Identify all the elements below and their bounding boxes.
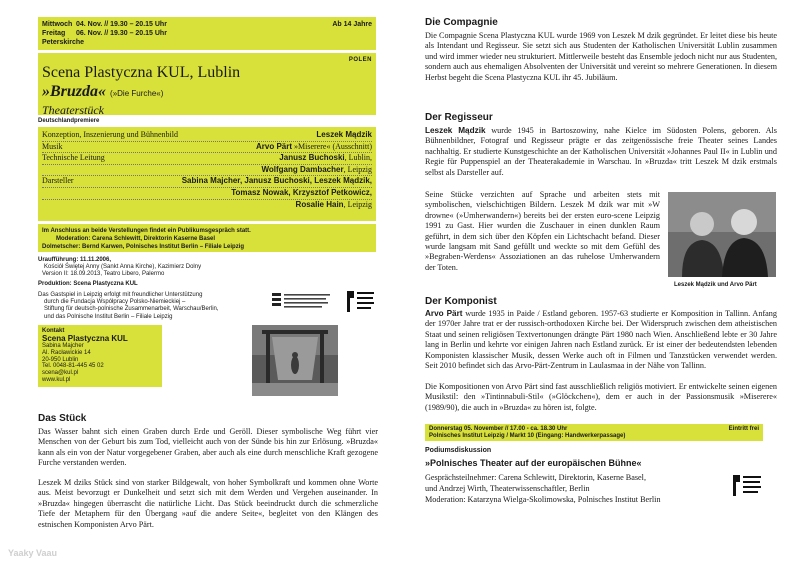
credit-name: Janusz Buchoski bbox=[279, 153, 345, 163]
show-subtitle: (»Die Furche«) bbox=[110, 89, 164, 98]
contact-line: Sabina Majcher bbox=[42, 343, 84, 349]
date-2: 06. Nov. // 19.30 – 20.15 Uhr bbox=[76, 30, 167, 37]
contact-line: 20-950 Lublin bbox=[42, 356, 79, 363]
contact-email[interactable]: scena@kul.pl bbox=[42, 370, 79, 377]
credit-value bbox=[316, 130, 372, 141]
credit-row bbox=[42, 165, 372, 177]
sponsor-line: und das Polnische Institut Berlin – Filiale Leipzig bbox=[44, 313, 173, 320]
podium-label: Podiumsdiskussion bbox=[425, 447, 492, 454]
credit-name: Tomasz Nowak, Krzysztof Petkowicz, bbox=[231, 187, 372, 197]
urauff-line: Uraufführung: 11.11.2006, bbox=[38, 257, 112, 263]
credit-row bbox=[42, 200, 372, 211]
credit-row bbox=[42, 153, 372, 165]
credit-name: Rosalie Hain bbox=[295, 199, 344, 209]
note-line: Moderation: Carena Schlewitt, Direktorin Kaserne Basel bbox=[56, 236, 216, 242]
date-1: 04. Nov. // 19.30 – 20.15 Uhr bbox=[76, 21, 167, 28]
institut-emblem-icon bbox=[344, 288, 376, 316]
credit-role: Musik bbox=[42, 141, 63, 151]
institut-emblem-icon bbox=[730, 472, 764, 500]
event-box bbox=[425, 424, 763, 441]
credits-box bbox=[38, 127, 376, 221]
regisseur-paragraph-2: Seine Stücke verzichten auf Sprache und arbeiten stets mit symbolischen, vielschichtigen Bildern. Leszek M dzik war mit »W drowne« (»Umherwandern«) bereits bei der ersten euro-scene Leipzig 1991 zu Gast. Hier wurden die Zuschauer in einen dunklen Raum geführt, in dem sich über den Köpfen ein Lichtschacht befand. Dieser wurde langsam mit Sand gefüllt und weckte so mit dem Gefühl des »Begraben-Werdens« Assoziationen an das ruhelose Umherwandern der Toten. bbox=[425, 190, 660, 272]
contact-line: Tel. 0048-81-445 45 02 bbox=[42, 363, 104, 370]
credit-extra: , Leipzig bbox=[343, 199, 372, 209]
premiere-label: Deutschlandpremiere bbox=[38, 118, 100, 124]
stage-photo-image bbox=[252, 325, 338, 396]
sponsor-logos bbox=[270, 288, 380, 318]
right-page bbox=[400, 0, 800, 567]
fwpn-logo bbox=[270, 290, 334, 314]
production-line: Produktion: Scena Plastyczna KUL bbox=[38, 281, 138, 287]
event-date: Donnerstag 05. November // 17.00 - ca. 18.30 Uhr bbox=[429, 426, 568, 432]
contact-name: Scena Plastyczna KUL bbox=[42, 334, 128, 343]
credit-value bbox=[279, 153, 372, 164]
stage-photo bbox=[252, 325, 338, 396]
urauff-line: Kościół Świętej Anny (Sankt Anna Kirche), Kazimierz Dolny bbox=[44, 264, 202, 271]
event-entry: Eintritt frei bbox=[728, 426, 759, 432]
genre: Theaterstück bbox=[42, 103, 104, 117]
credit-role: Konzeption, Inszenierung und Bühnenbild bbox=[42, 130, 178, 139]
portrait-photo-image bbox=[668, 192, 776, 277]
stueck-paragraph-2: Leszek M dziks Stück sind von starker Bildgewalt, von hoher Symbolkraft und kommen ohne Worte aus. Meist bevorzugt er Dunkelheit und setzt sich mit dem Werden und Vergehen auseinander. In »Bruzda« hingegen überrascht die natürliche Licht. Das Stück beeindruckt durch die schmerzliche Tiefe der Metaphern für den Übergang »auf die andere Seite«, begleitet von den Klängen des estnischen Komponisten Arvo Pärt. bbox=[38, 478, 378, 529]
contact-label: Kontakt bbox=[42, 328, 65, 334]
compagnie-text: Die Compagnie Scena Plastyczna KUL wurde 1969 von Leszek M dzik gegründet. Er leitet diese bis heute als Intendant und Regisseur. Sie setzt sich aus Studenten der Katholischen Universität Lublin zusammen und wird immer wieder neu strukturiert. Mittlerweile besteht das Ensemble jedoch nicht nur aus Studenten, sondern auch aus ehemaligen Absolventen der Universität und vereint so mehrere Generationen. In diesem Herbst begeht die Scena Plastyczna KUL ihr 45. Jubiläum. bbox=[425, 31, 777, 82]
podium-moderation: Moderation: Katarzyna Wielga-Skolimowska, Polnisches Institut Berlin bbox=[425, 495, 661, 504]
talk-note bbox=[38, 224, 376, 252]
institut-logo bbox=[344, 288, 376, 316]
event-location: Polnisches Institut Leipzig / Markt 10 (Eingang: Handwerkerpassage) bbox=[429, 433, 626, 439]
credit-value bbox=[261, 165, 372, 176]
premiere-info bbox=[38, 257, 288, 279]
credit-role: Darsteller bbox=[42, 176, 74, 186]
credit-value bbox=[296, 200, 372, 211]
credit-row bbox=[42, 142, 372, 154]
urauff-line: Version II: 18.09.2013, Teatro Libero, Palermo bbox=[42, 271, 165, 278]
credit-value bbox=[182, 176, 372, 187]
credit-name: Sabina Majcher, Janusz Buchoski, Leszek Mądzik, bbox=[181, 176, 372, 186]
contact-website[interactable]: www.kul.pl bbox=[42, 376, 71, 383]
podium-title: »Polnisches Theater auf der europäischen Bühne« bbox=[425, 458, 642, 468]
section-heading-compagnie: Die Compagnie bbox=[425, 17, 498, 28]
section-heading-stueck: Das Stück bbox=[38, 413, 87, 424]
sponsor-line: Stiftung für deutsch-polnische Zusammenarbeit, Warschau/Berlin, bbox=[44, 306, 219, 313]
photo-caption: Leszek Mądzik und Arvo Pärt bbox=[674, 282, 757, 288]
credit-row bbox=[42, 188, 372, 200]
credit-extra: , Lublin, bbox=[344, 153, 372, 163]
credit-name: Wolfgang Dambacher bbox=[261, 164, 344, 174]
credit-extra: , Leipzig bbox=[343, 164, 372, 174]
portrait-photo bbox=[668, 192, 776, 277]
fwpn-emblem-icon bbox=[270, 290, 334, 314]
title-box bbox=[38, 53, 376, 115]
credit-extra: »Miserere« (Ausschnitt) bbox=[292, 141, 372, 151]
credit-row bbox=[42, 176, 372, 188]
day-2: Freitag bbox=[42, 30, 66, 37]
contact-box bbox=[38, 325, 162, 387]
schedule-box bbox=[38, 17, 376, 50]
show-title: »Bruzda« (»Die Furche«) bbox=[42, 83, 164, 100]
note-line: Dolmetscher: Bernd Karwen, Polnisches Institut Berlin – Filiale Leipzig bbox=[42, 244, 245, 250]
section-heading-regisseur: Der Regisseur bbox=[425, 112, 493, 123]
podium-participants: Gesprächsteilnehmer: Carena Schlewitt, Direktorin, Kaserne Basel, bbox=[425, 473, 646, 482]
credit-role: Technische Leitung bbox=[42, 153, 105, 163]
komponist-paragraph-1: Arvo Pärt wurde 1935 in Paide / Estland geboren. 1957-63 studierte er Komposition in Tallinn. Anfang der 1970er Jahre trat er der russisch-orthodoxen Kirche bei. Der Widerspruch zwischen dem atheistischen Staat und seinen religiösen Textvertonungen drängte Pärt 1980 nach Wien. Anschließend lebte er 30 Jahre lang in Berlin und kehrte vor einigen Jahren nach Estland zurück. Er ist einer der bedeutendsten lebenden Komponisten klassischer Musik, dessen Werke auch oft in Filmen und Tanzstücken verwendet werden. Seit 2010 befindet sich das Arvo-Pärt-Zentrum in Laulasmaa in der Nähe von Tallinn. bbox=[425, 309, 777, 371]
watermark: Yaaky Vaau bbox=[8, 548, 58, 558]
komponist-paragraph-2: Die Kompositionen von Arvo Pärt sind fast ausschließlich religiös motiviert. Er entwickelte seinen eigenen Musikstil: den »Tintinnabuli-Stil« (»Glöckchen«), dem er auch in der Passionsmusik »Miserere« (1989/90), die auch in »Bruzda« zu hören ist, folgte. bbox=[425, 382, 777, 412]
institut-logo-2 bbox=[730, 472, 764, 500]
note-line: Im Anschluss an beide Verstellungen findet ein Publikumsgespräch statt. bbox=[42, 228, 251, 234]
sponsor-note bbox=[38, 292, 248, 321]
day-1: Mittwoch bbox=[42, 21, 73, 28]
credit-name: Arvo Pärt bbox=[256, 141, 293, 151]
company-name: Scena Plastyczna KUL, Lublin bbox=[42, 64, 241, 81]
credit-name: Leszek Mądzik bbox=[316, 130, 372, 139]
sponsor-line: Das Gastspiel in Leipzig erfolgt mit freundlicher Unterstützung bbox=[38, 292, 203, 298]
credit-row bbox=[42, 130, 372, 142]
age-rating: Ab 14 Jahre bbox=[332, 21, 372, 28]
country-label: POLEN bbox=[348, 57, 372, 63]
credit-value bbox=[231, 188, 372, 199]
sponsor-line: durch die Fundacja Współpracy Polsko-Niemieckiej – bbox=[44, 299, 186, 306]
section-heading-komponist: Der Komponist bbox=[425, 296, 497, 307]
stueck-paragraph-1: Das Wasser bahnt sich einen Graben durch Erde und Geröll. Dieser symbolische Weg führt vier Menschen von der Geburt bis zum Tod, vielleicht auch von der Sünde bis hin zur Erlösung. »Bruzda« kann als ein von der Natur vorgegebener Graben, aber auch als eine durch menschliche Kraft gezogene Furche verstanden werden. bbox=[38, 427, 378, 468]
contact-line: Al. Racławickie 14 bbox=[42, 349, 91, 356]
podium-participants-2: und Andrzej Wirth, Theaterwissenschaftler, Berlin bbox=[425, 484, 590, 493]
regisseur-paragraph-1: Leszek Mądzik wurde 1945 in Bartoszowiny, nahe Kielce im Südosten Polens, geboren. Als Bühnenbildner, Fotograf und Regisseur prägte er das zeitgenössische freie Theater seines Landes nachhaltig. Er studierte Kunstgeschichte an der Katholischen Universität »Johannes Paul II« in Lublin und Regie für Puppenspiel an der Theaterakademie in Warschau. In »Bruzda« tritt Leszek M dzik erstmals selbst als Darsteller auf. bbox=[425, 126, 777, 177]
credit-value bbox=[256, 142, 372, 153]
venue: Peterskirche bbox=[42, 39, 85, 46]
